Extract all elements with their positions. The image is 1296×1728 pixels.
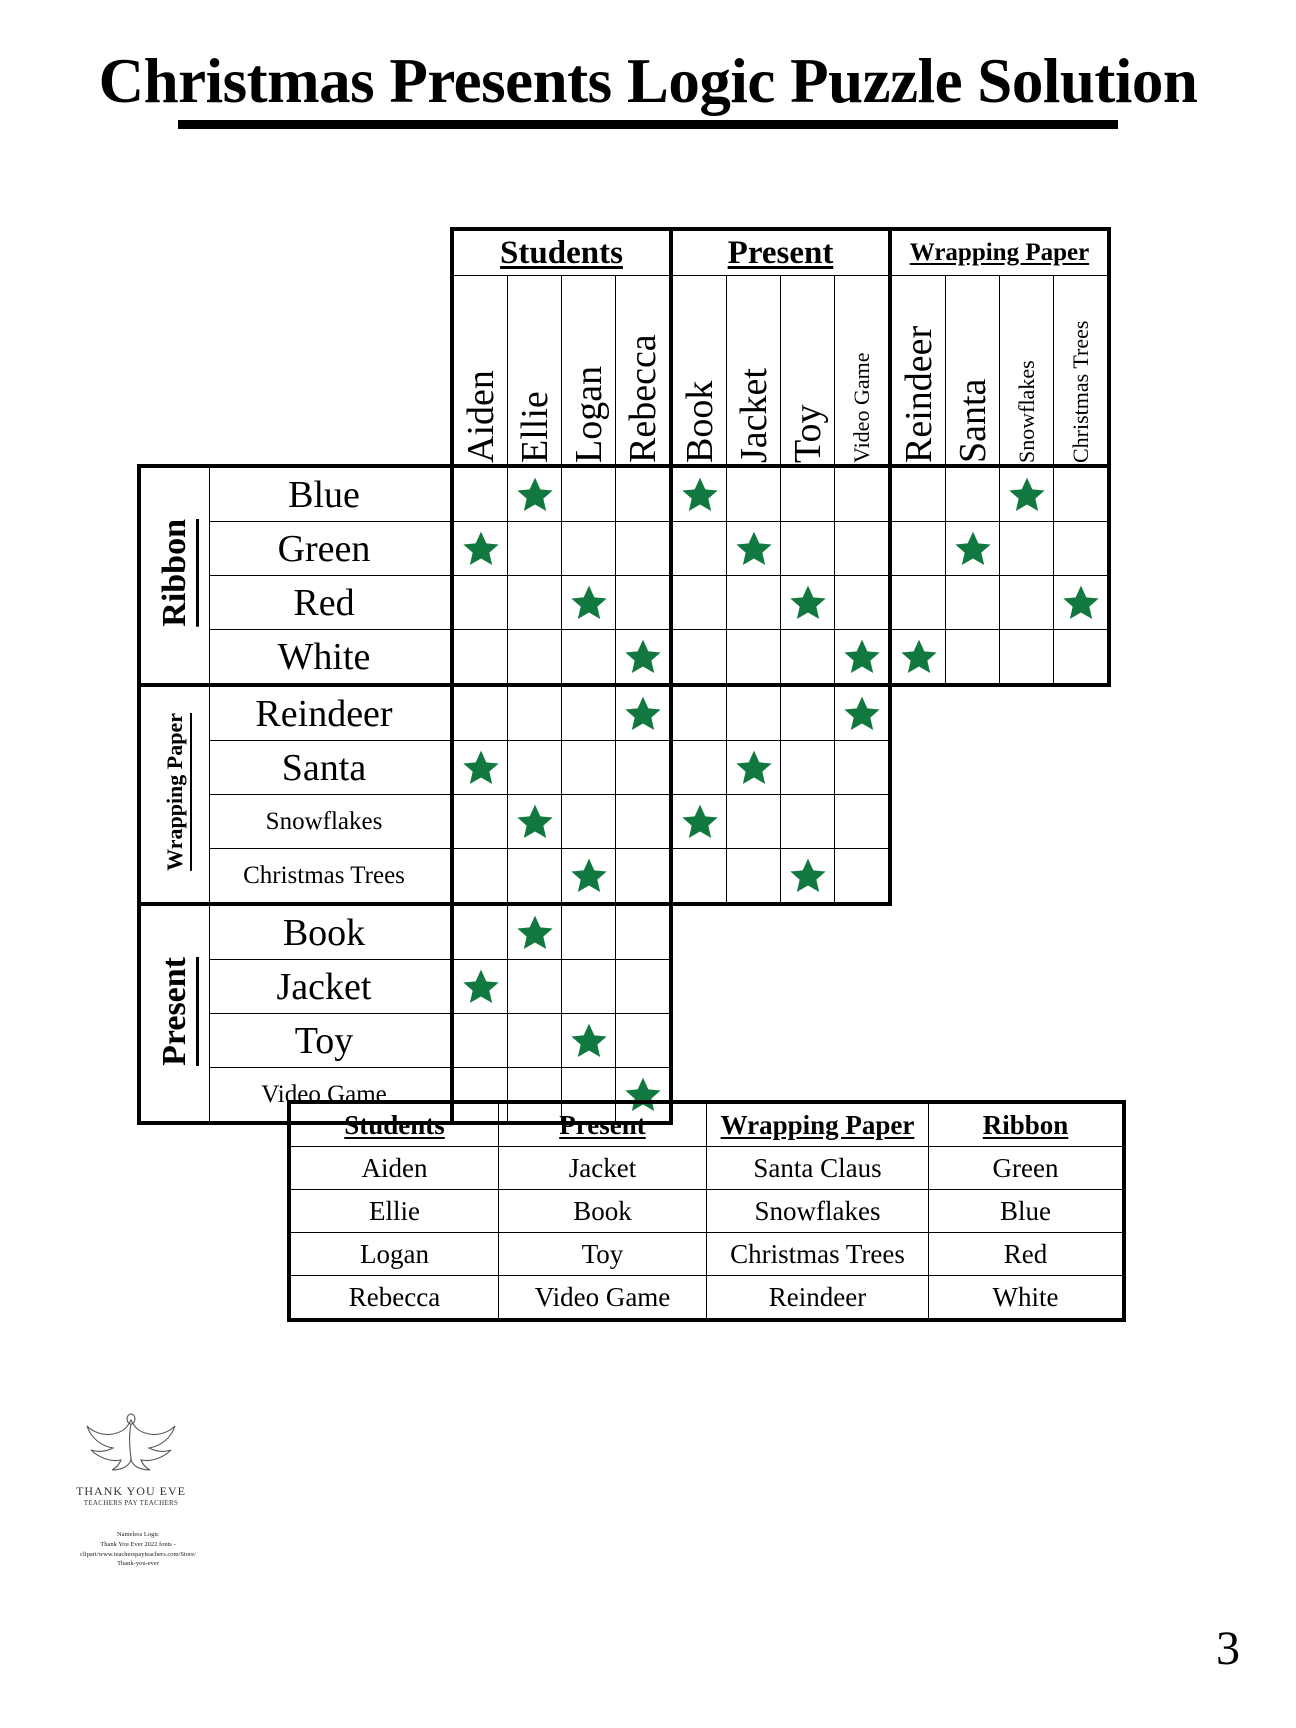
grid-cell [835, 795, 891, 849]
row-header-book [210, 904, 453, 960]
grid-cell [452, 466, 508, 522]
grid-cell [727, 741, 781, 795]
grid-cell [1000, 576, 1054, 630]
grid-cell [1000, 630, 1054, 686]
column-header-rebecca [616, 276, 672, 467]
star-marker-icon [461, 967, 501, 1007]
grid-row [139, 466, 1109, 522]
answer-column-header-label: Students [344, 1109, 445, 1140]
grid-row [139, 741, 1109, 795]
grid-cell [1054, 466, 1110, 522]
grid-empty-spacer [671, 904, 1109, 960]
grid-corner-spacer [139, 229, 452, 466]
row-header-red [210, 576, 453, 630]
row-group-label: Present [156, 956, 193, 1066]
grid-cell [781, 466, 835, 522]
row-header-label: Video Game [261, 1080, 387, 1108]
grid-cell [562, 741, 616, 795]
grid-empty-spacer [671, 1014, 1109, 1068]
grid-cell [562, 795, 616, 849]
answer-cell: Book [499, 1190, 707, 1233]
column-category-present [671, 229, 890, 276]
grid-row [139, 795, 1109, 849]
column-header-label: Aiden [459, 370, 502, 463]
answer-column-header-present [499, 1102, 707, 1147]
star-marker-icon [899, 637, 939, 677]
answer-cell: Green [929, 1147, 1125, 1190]
answer-cell: Snowflakes [707, 1190, 929, 1233]
grid-cell [562, 960, 616, 1014]
star-marker-icon [1007, 475, 1047, 515]
row-header-label: Jacket [276, 965, 372, 1008]
grid-cell [835, 630, 891, 686]
column-header-ellie [508, 276, 562, 467]
grid-cell [452, 685, 508, 741]
grid-cell [616, 522, 672, 576]
grid-cell [890, 466, 946, 522]
grid-cell [452, 741, 508, 795]
column-header-label: Snowflakes [1013, 360, 1039, 463]
answer-column-header-ribbon [929, 1102, 1125, 1147]
star-marker-icon [461, 748, 501, 788]
answer-cell: Aiden [289, 1147, 499, 1190]
column-category-label: Present [727, 234, 834, 271]
star-marker-icon [953, 529, 993, 569]
answer-column-header-students [289, 1102, 499, 1147]
row-header-label: White [277, 635, 371, 678]
row-group-present [139, 904, 210, 1123]
grid-cell [890, 630, 946, 686]
grid-cell [452, 630, 508, 686]
star-marker-icon [842, 637, 882, 677]
row-header-label: Reindeer [255, 692, 393, 735]
credit-line-1: Nameless Logic [116, 1531, 160, 1538]
row-header-toy [210, 1014, 453, 1068]
grid-cell [508, 849, 562, 905]
star-marker-icon [788, 583, 828, 623]
column-header-label: Christmas Trees [1067, 320, 1093, 463]
grid-cell [616, 904, 672, 960]
row-group-label: Ribbon [156, 519, 193, 627]
grid-cell [946, 522, 1000, 576]
grid-cell [508, 795, 562, 849]
star-marker-icon [515, 913, 555, 953]
column-header-reindeer [890, 276, 946, 467]
column-header-label: Video Game [848, 352, 874, 463]
column-header-label: Santa [951, 378, 994, 463]
grid-cell [946, 630, 1000, 686]
column-header-label: Book [678, 380, 721, 463]
grid-category-header-row [139, 229, 1109, 276]
answer-cell: Logan [289, 1233, 499, 1276]
grid-cell [562, 1014, 616, 1068]
grid-cell [508, 630, 562, 686]
answer-summary-table [287, 1100, 1126, 1322]
star-marker-icon [680, 475, 720, 515]
grid-cell [508, 576, 562, 630]
grid-cell [452, 795, 508, 849]
row-group-label: Wrapping Paper [162, 713, 187, 871]
row-header-label: Santa [281, 746, 367, 789]
grid-cell [781, 795, 835, 849]
grid-cell [727, 849, 781, 905]
column-header-label: Reindeer [897, 325, 940, 463]
grid-cell [671, 630, 727, 686]
grid-row [139, 630, 1109, 686]
grid-cell [835, 685, 891, 741]
star-marker-icon [734, 529, 774, 569]
star-marker-icon [1061, 583, 1101, 623]
grid-cell [616, 630, 672, 686]
answer-cell: White [929, 1276, 1125, 1321]
grid-cell [781, 576, 835, 630]
column-header-jacket [727, 276, 781, 467]
grid-cell [671, 576, 727, 630]
logo-title: THANK YOU EVE [76, 1484, 186, 1498]
row-header-label: Christmas Trees [243, 861, 405, 889]
row-group-ribbon [139, 466, 210, 685]
grid-cell [946, 466, 1000, 522]
grid-cell [781, 741, 835, 795]
grid-cell [671, 795, 727, 849]
grid-empty-spacer [671, 960, 1109, 1014]
star-marker-icon [515, 475, 555, 515]
row-header-snowflakes [210, 795, 453, 849]
grid-cell [1000, 466, 1054, 522]
grid-cell [562, 904, 616, 960]
page-number: 3 [1216, 1622, 1240, 1675]
row-header-santa [210, 741, 453, 795]
row-header-label: Book [282, 911, 366, 954]
column-header-logan [562, 276, 616, 467]
row-header-green [210, 522, 453, 576]
row-header-white [210, 630, 453, 686]
grid-cell [508, 466, 562, 522]
grid-cell [781, 522, 835, 576]
grid-cell [671, 849, 727, 905]
star-marker-icon [461, 529, 501, 569]
grid-empty-spacer [890, 685, 1109, 741]
column-header-label: Logan [567, 365, 610, 463]
grid-cell [727, 630, 781, 686]
grid-cell [835, 466, 891, 522]
grid-cell [727, 466, 781, 522]
logic-puzzle-grid [137, 227, 1111, 1125]
answer-table-row [289, 1276, 1124, 1321]
grid-cell [508, 741, 562, 795]
grid-cell [616, 795, 672, 849]
row-header-jacket [210, 960, 453, 1014]
grid-cell [671, 522, 727, 576]
row-header-label: Green [277, 527, 371, 570]
page-title-container [0, 48, 1296, 129]
column-category-students [452, 229, 671, 276]
grid-cell [835, 576, 891, 630]
answer-cell: Red [929, 1233, 1125, 1276]
answer-cell: Toy [499, 1233, 707, 1276]
grid-row [139, 849, 1109, 905]
column-category-label: Wrapping Paper [909, 239, 1090, 266]
grid-cell [671, 466, 727, 522]
answer-column-header-label: Ribbon [982, 1109, 1069, 1140]
grid-cell [562, 576, 616, 630]
grid-cell [616, 960, 672, 1014]
grid-cell [616, 685, 672, 741]
grid-empty-spacer [890, 741, 1109, 795]
grid-cell [781, 630, 835, 686]
star-marker-icon [788, 856, 828, 896]
title-underline-rule [178, 120, 1118, 129]
grid-cell [727, 795, 781, 849]
grid-row [139, 685, 1109, 741]
answer-cell: Jacket [499, 1147, 707, 1190]
answer-cell: Rebecca [289, 1276, 499, 1321]
grid-cell [452, 849, 508, 905]
grid-cell [671, 685, 727, 741]
star-marker-icon [842, 694, 882, 734]
star-marker-icon [515, 802, 555, 842]
column-header-label: Ellie [513, 391, 556, 463]
grid-cell [727, 522, 781, 576]
column-header-label: Rebecca [621, 334, 664, 463]
answer-column-header-label: Wrapping Paper [720, 1109, 915, 1140]
grid-row [139, 904, 1109, 960]
column-header-label: Toy [786, 404, 829, 463]
answer-table-row [289, 1233, 1124, 1276]
grid-cell [562, 685, 616, 741]
grid-cell [452, 576, 508, 630]
grid-cell [727, 685, 781, 741]
answer-cell: Ellie [289, 1190, 499, 1233]
grid-cell [1054, 522, 1110, 576]
grid-cell [562, 630, 616, 686]
grid-row [139, 1014, 1109, 1068]
column-header-aiden [452, 276, 508, 467]
grid-cell [562, 522, 616, 576]
grid-cell [671, 741, 727, 795]
grid-row [139, 522, 1109, 576]
grid-cell [835, 849, 891, 905]
answer-column-header-label: Present [559, 1109, 646, 1140]
row-header-label: Toy [294, 1019, 354, 1062]
grid-cell [616, 1014, 672, 1068]
grid-cell [1054, 576, 1110, 630]
grid-row [139, 960, 1109, 1014]
grid-cell [452, 1014, 508, 1068]
grid-cell [508, 522, 562, 576]
answer-cell: Video Game [499, 1276, 707, 1321]
column-header-toy [781, 276, 835, 467]
grid-cell [616, 466, 672, 522]
column-category-label: Students [500, 234, 623, 271]
column-header-book [671, 276, 727, 467]
grid-cell [452, 522, 508, 576]
answer-table-row [289, 1147, 1124, 1190]
column-header-snowflakes [1000, 276, 1054, 467]
publisher-logo [36, 1410, 226, 1507]
column-category-wrapping-paper [890, 229, 1109, 276]
grid-cell [890, 522, 946, 576]
grid-empty-spacer [890, 849, 1109, 905]
grid-cell [946, 576, 1000, 630]
star-marker-icon [623, 694, 663, 734]
answer-table-row [289, 1190, 1124, 1233]
star-marker-icon [680, 802, 720, 842]
credit-line-2: Thank You Ever 2022 fonts - [100, 1540, 176, 1548]
credit-line-4: Thank-you-ever [117, 1560, 159, 1568]
row-header-christmas-trees [210, 849, 453, 905]
grid-cell [452, 904, 508, 960]
answer-cell: Reindeer [707, 1276, 929, 1321]
row-group-wrapping-paper [139, 685, 210, 904]
row-header-label: Snowflakes [265, 807, 383, 835]
answer-cell: Christmas Trees [707, 1233, 929, 1276]
answer-cell: Blue [929, 1190, 1125, 1233]
grid-cell [452, 960, 508, 1014]
star-marker-icon [569, 856, 609, 896]
grid-cell [1054, 630, 1110, 686]
credit-line-3: clipart/www.teacherspayteachers.com/Store/ [80, 1550, 196, 1558]
grid-cell [508, 685, 562, 741]
grid-row [139, 576, 1109, 630]
column-header-video-game [835, 276, 891, 467]
grid-cell [616, 741, 672, 795]
row-header-label: Red [293, 581, 355, 624]
answer-cell: Santa Claus [707, 1147, 929, 1190]
phoenix-bird-icon [36, 1410, 226, 1482]
credit-text [18, 1530, 258, 1569]
row-header-label: Blue [288, 473, 360, 516]
grid-cell [508, 960, 562, 1014]
star-marker-icon [623, 637, 663, 677]
star-marker-icon [734, 748, 774, 788]
grid-cell [890, 576, 946, 630]
row-header-blue [210, 466, 453, 522]
star-marker-icon [569, 583, 609, 623]
grid-cell [508, 904, 562, 960]
column-header-christmas-trees [1054, 276, 1110, 467]
grid-cell [616, 849, 672, 905]
answer-column-header-wrapping-paper [707, 1102, 929, 1147]
grid-cell [835, 741, 891, 795]
grid-cell [616, 576, 672, 630]
logo-subtitle: TEACHERS PAY TEACHERS [83, 1499, 179, 1507]
page-title: Christmas Presents Logic Puzzle Solution [98, 46, 1198, 116]
grid-cell [835, 522, 891, 576]
grid-cell [1000, 522, 1054, 576]
column-header-label: Jacket [732, 368, 775, 463]
grid-cell [562, 849, 616, 905]
grid-cell [508, 1014, 562, 1068]
grid-cell [727, 576, 781, 630]
grid-cell [562, 466, 616, 522]
row-header-reindeer [210, 685, 453, 741]
grid-empty-spacer [890, 795, 1109, 849]
grid-cell [781, 849, 835, 905]
grid-cell [781, 685, 835, 741]
answer-header-row [289, 1102, 1124, 1147]
star-marker-icon [569, 1021, 609, 1061]
column-header-santa [946, 276, 1000, 467]
